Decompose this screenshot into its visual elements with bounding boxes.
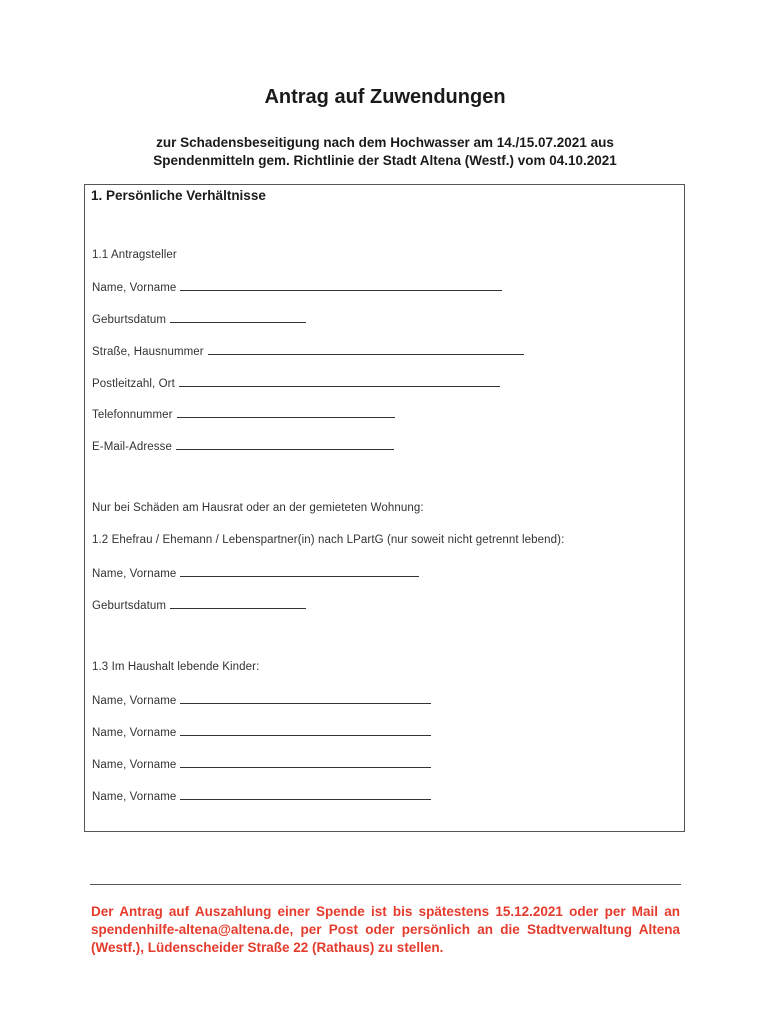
spouse-heading: 1.2 Ehefrau / Ehemann / Lebenspartner(in) nach LPartG (nur soweit nicht getrennt lebend): bbox=[92, 534, 565, 546]
page-title: Antrag auf Zuwendungen bbox=[264, 86, 506, 108]
fill-line[interactable] bbox=[176, 439, 394, 450]
child-name-field[interactable] bbox=[92, 725, 431, 739]
applicant-street-field[interactable] bbox=[92, 344, 524, 358]
applicant-phone-field[interactable] bbox=[92, 407, 395, 421]
fill-line[interactable] bbox=[180, 725, 431, 736]
spouse-birthdate-field[interactable] bbox=[92, 598, 306, 612]
personal-details-section bbox=[84, 184, 685, 832]
applicant-name-field[interactable] bbox=[92, 280, 502, 294]
field-label: Name, Vorname bbox=[92, 282, 177, 294]
field-label: Postleitzahl, Ort bbox=[92, 378, 175, 390]
fill-line[interactable] bbox=[180, 280, 502, 291]
fill-line[interactable] bbox=[179, 376, 500, 387]
fill-line[interactable] bbox=[180, 566, 419, 577]
children-heading: 1.3 Im Haushalt lebende Kinder: bbox=[92, 661, 260, 673]
field-label: E-Mail-Adresse bbox=[92, 441, 173, 453]
applicant-zip-city-field[interactable] bbox=[92, 376, 500, 390]
household-note: Nur bei Schäden am Hausrat oder an der gemieteten Wohnung: bbox=[92, 502, 424, 514]
applicant-birthdate-field[interactable] bbox=[92, 312, 306, 326]
applicant-email-field[interactable] bbox=[92, 439, 394, 453]
child-name-field[interactable] bbox=[92, 757, 431, 771]
field-label: Name, Vorname bbox=[92, 727, 177, 739]
fill-line[interactable] bbox=[208, 344, 524, 355]
fill-line[interactable] bbox=[180, 757, 431, 768]
field-label: Telefonnummer bbox=[92, 409, 173, 421]
fill-line[interactable] bbox=[170, 598, 306, 609]
child-name-field[interactable] bbox=[92, 693, 431, 707]
field-label: Name, Vorname bbox=[92, 568, 177, 580]
field-label: Name, Vorname bbox=[92, 759, 177, 771]
field-label: Name, Vorname bbox=[92, 695, 177, 707]
page-subtitle bbox=[0, 134, 770, 170]
subtitle-line-2: Spendenmitteln gem. Richtlinie der Stadt Altena (Westf.) vom 04.10.2021 bbox=[153, 153, 617, 168]
field-label: Geburtsdatum bbox=[92, 600, 167, 612]
applicant-heading: 1.1 Antragsteller bbox=[92, 249, 177, 261]
divider bbox=[90, 884, 681, 885]
field-label: Name, Vorname bbox=[92, 791, 177, 803]
spouse-name-field[interactable] bbox=[92, 566, 419, 580]
field-label: Straße, Hausnummer bbox=[92, 346, 204, 358]
submission-deadline-notice: Der Antrag auf Auszahlung einer Spende ist bis spätestens 15.12.2021 oder per Mail an spendenhilfe-altena@altena.de, per Post oder persönlich an die Stadtverwaltung Altena (Westf.), Lüdenscheider Straße 22 (Rathaus) zu stellen. bbox=[91, 904, 680, 955]
field-label: Geburtsdatum bbox=[92, 314, 167, 326]
fill-line[interactable] bbox=[170, 312, 306, 323]
fill-line[interactable] bbox=[177, 407, 395, 418]
child-name-field[interactable] bbox=[92, 789, 431, 803]
subtitle-line-1: zur Schadensbeseitigung nach dem Hochwasser am 14./15.07.2021 aus bbox=[156, 135, 614, 150]
fill-line[interactable] bbox=[180, 789, 431, 800]
fill-line[interactable] bbox=[180, 693, 431, 704]
section-heading: 1. Persönliche Verhältnisse bbox=[91, 188, 266, 203]
